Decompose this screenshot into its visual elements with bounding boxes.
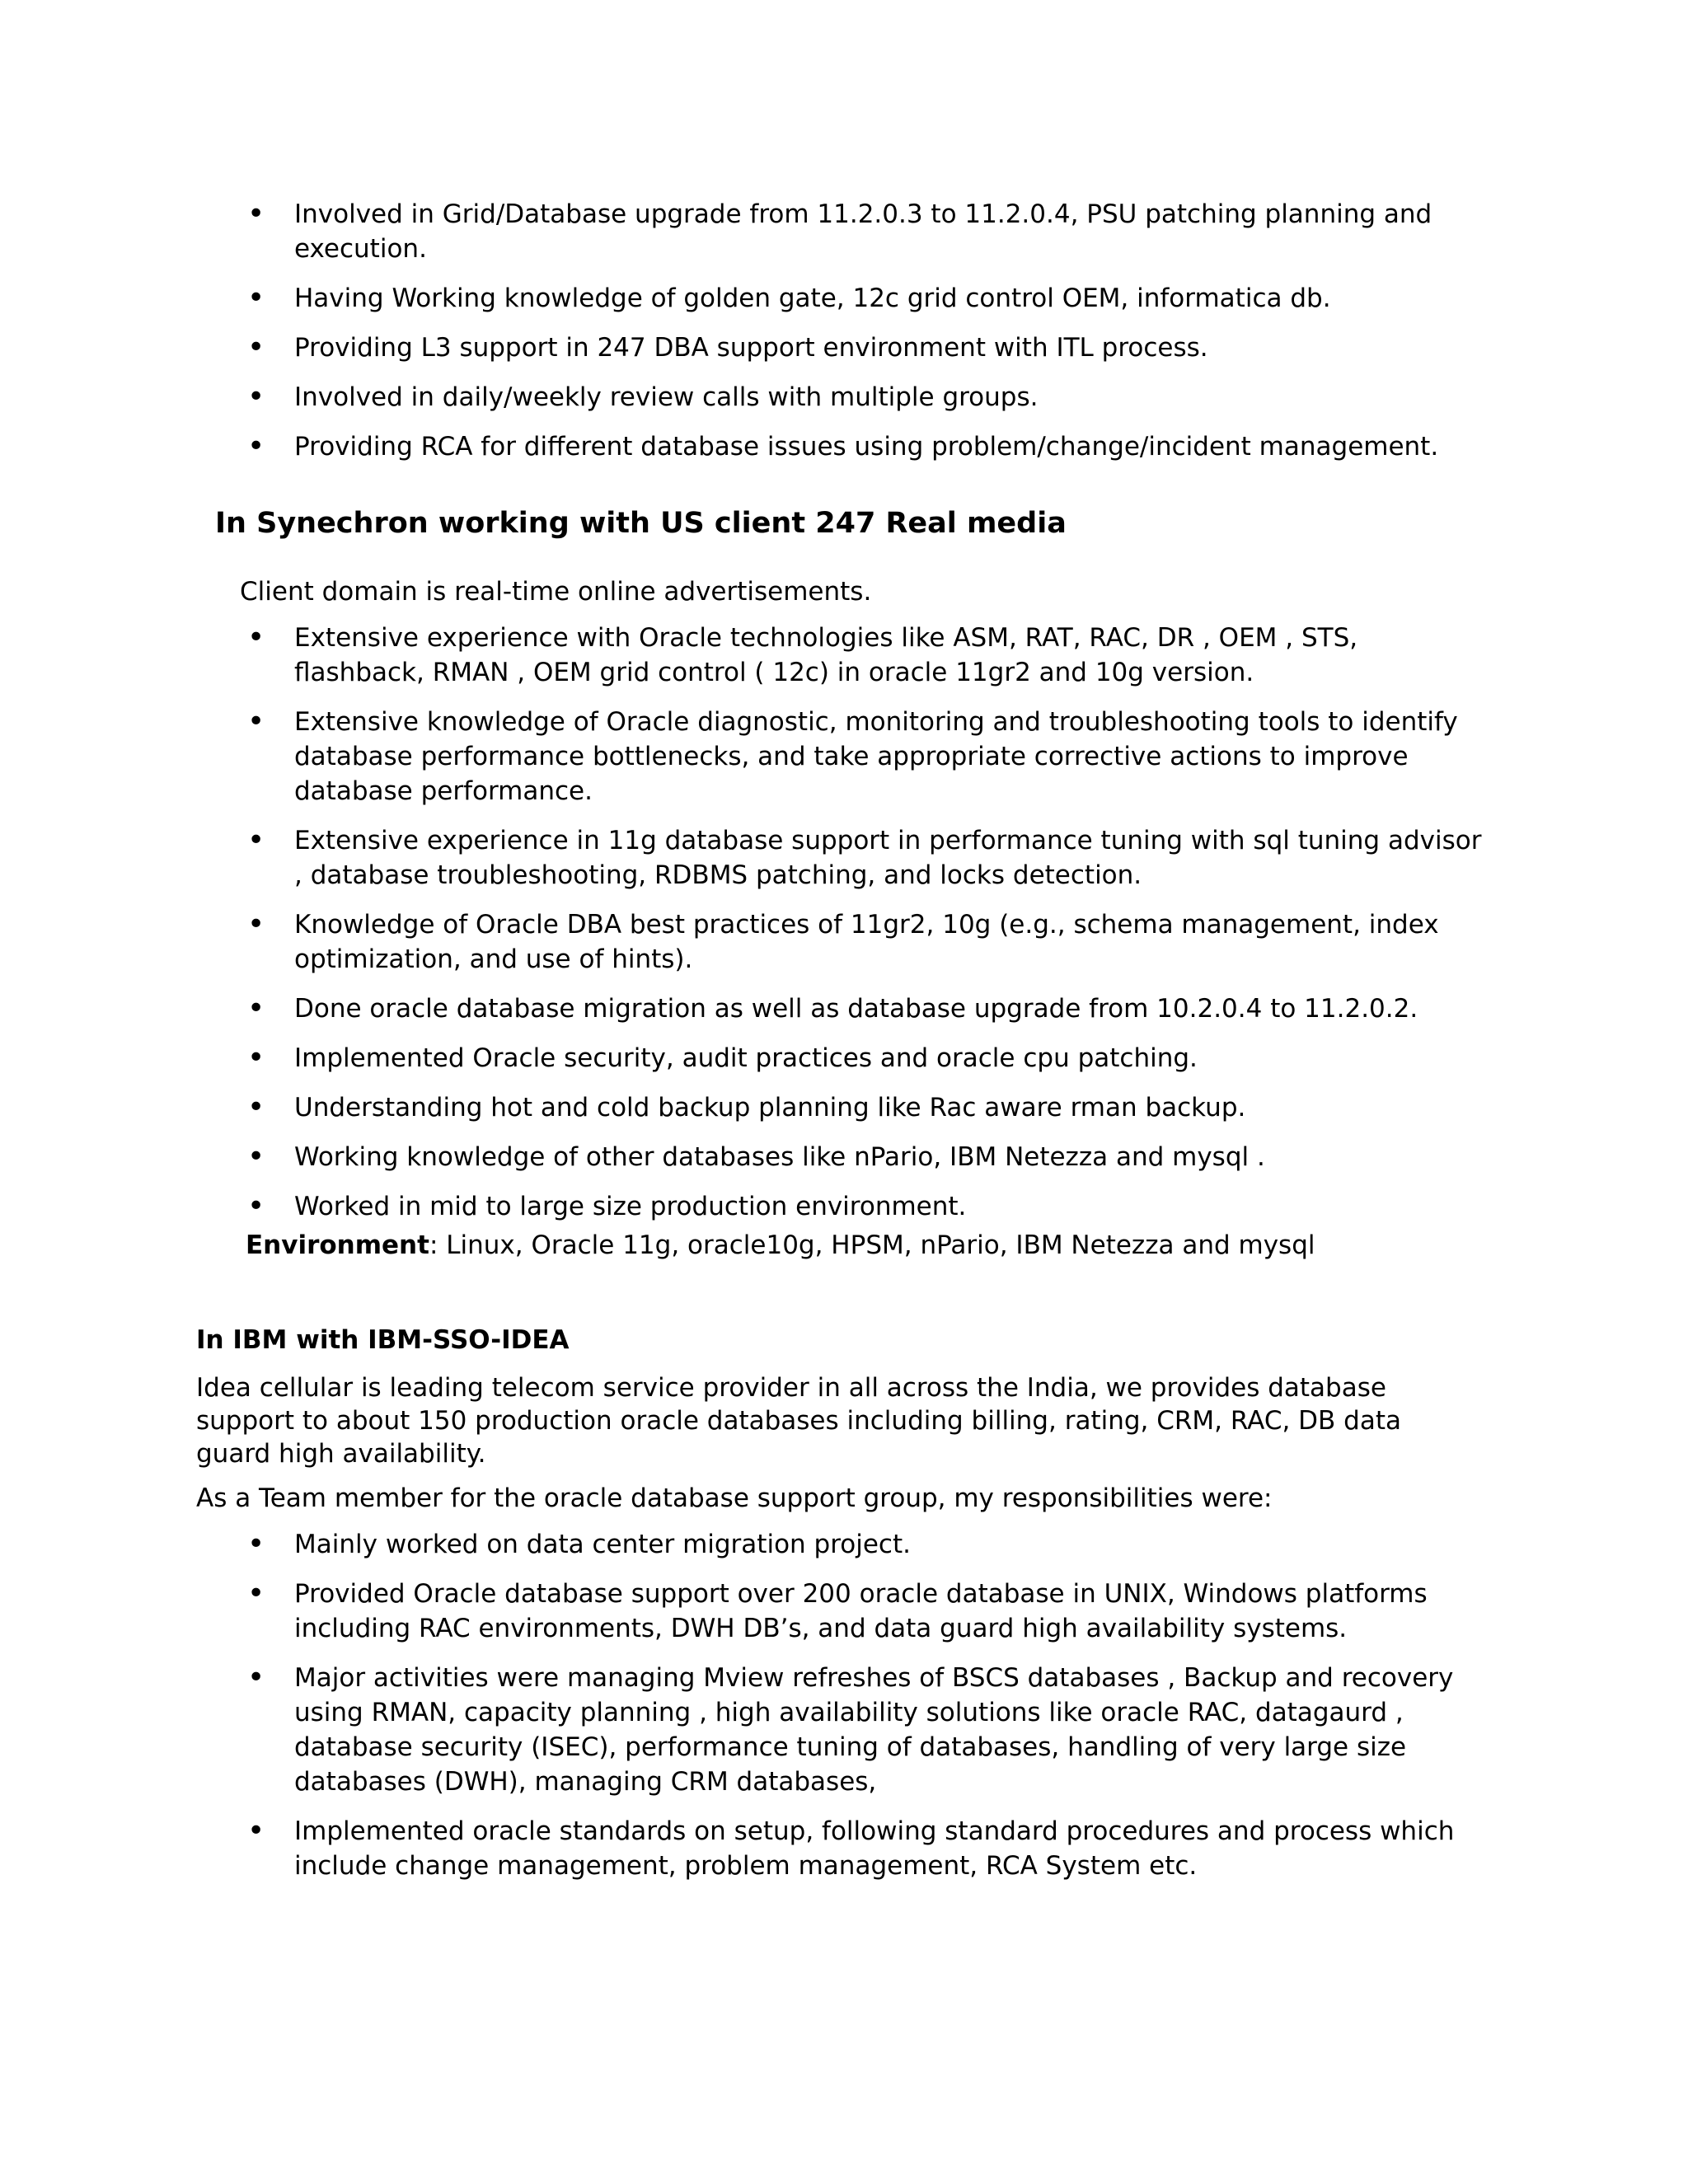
synechron-section-heading: In Synechron working with US client 247 Real media — [215, 507, 1067, 540]
section1-bullet-list — [247, 197, 1484, 479]
environment-label: Environment — [246, 1230, 429, 1260]
ibm-section-heading: In IBM with IBM-SSO-IDEA — [196, 1325, 570, 1355]
list-item: • Extensive experience with Oracle technologies like ASM, RAT, RAC, DR , OEM , STS, flashback, RMAN , OEM grid control ( 12c) in oracle 11gr2 and 10g version. — [247, 621, 1484, 690]
list-item: • Provided Oracle database support over 200 oracle database in UNIX, Windows platforms including RAC environments, DWH DB’s, and data guard high availability systems. — [247, 1577, 1484, 1646]
responsibilities-intro: As a Team member for the oracle database support group, my responsibilities were: — [196, 1483, 1273, 1513]
list-item: • Worked in mid to large size production environment. — [247, 1189, 1484, 1224]
environment-value: : Linux, Oracle 11g, oracle10g, HPSM, nPario, IBM Netezza and mysql — [429, 1230, 1315, 1260]
list-item: • Having Working knowledge of golden gate, 12c grid control OEM, informatica db. — [247, 281, 1484, 316]
list-item: • Implemented oracle standards on setup, following standard procedures and process which include change management, problem management, RCA System etc. — [247, 1814, 1484, 1883]
list-item: • Done oracle database migration as well as database upgrade from 10.2.0.4 to 11.2.0.2. — [247, 991, 1484, 1026]
list-item: • Understanding hot and cold backup planning like Rac aware rman backup. — [247, 1090, 1484, 1125]
list-item: • Implemented Oracle security, audit practices and oracle cpu patching. — [247, 1041, 1484, 1076]
section3-bullet-list — [247, 1527, 1484, 1898]
list-item: • Major activities were managing Mview refreshes of BSCS databases , Backup and recovery using RMAN, capacity planning , high availability solutions like oracle RAC, datagaurd , database security (ISEC), performance tuning of databases, handling of very large size databases (DWH), managing CRM databases, — [247, 1661, 1484, 1799]
list-item: • Providing L3 support in 247 DBA support environment with ITL process. — [247, 330, 1484, 365]
list-item: • Involved in daily/weekly review calls with multiple groups. — [247, 380, 1484, 415]
client-domain-text: Client domain is real-time online advertisements. — [240, 577, 872, 607]
list-item: • Extensive knowledge of Oracle diagnostic, monitoring and troubleshooting tools to identify database performance bottlenecks, and take appropriate corrective actions to improve database performance. — [247, 705, 1484, 808]
section2-bullet-list — [247, 621, 1484, 1239]
list-item: • Involved in Grid/Database upgrade from 11.2.0.3 to 11.2.0.4, PSU patching planning and execution. — [247, 197, 1484, 266]
environment-line — [246, 1228, 1531, 1263]
list-item: • Working knowledge of other databases like nPario, IBM Netezza and mysql . — [247, 1140, 1484, 1174]
list-item: • Providing RCA for different database issues using problem/change/incident management. — [247, 429, 1484, 464]
ibm-description-paragraph: Idea cellular is leading telecom service provider in all across the India, we provides database support to about 150 production oracle databases including billing, rating, CRM, RAC, DB data guard high availability. — [196, 1373, 1401, 1469]
list-item: • Extensive experience in 11g database support in performance tuning with sql tuning advisor , database troubleshooting, RDBMS patching, and locks detection. — [247, 823, 1484, 893]
list-item: • Knowledge of Oracle DBA best practices of 11gr2, 10g (e.g., schema management, index optimization, and use of hints). — [247, 907, 1484, 977]
list-item: • Mainly worked on data center migration project. — [247, 1527, 1484, 1562]
